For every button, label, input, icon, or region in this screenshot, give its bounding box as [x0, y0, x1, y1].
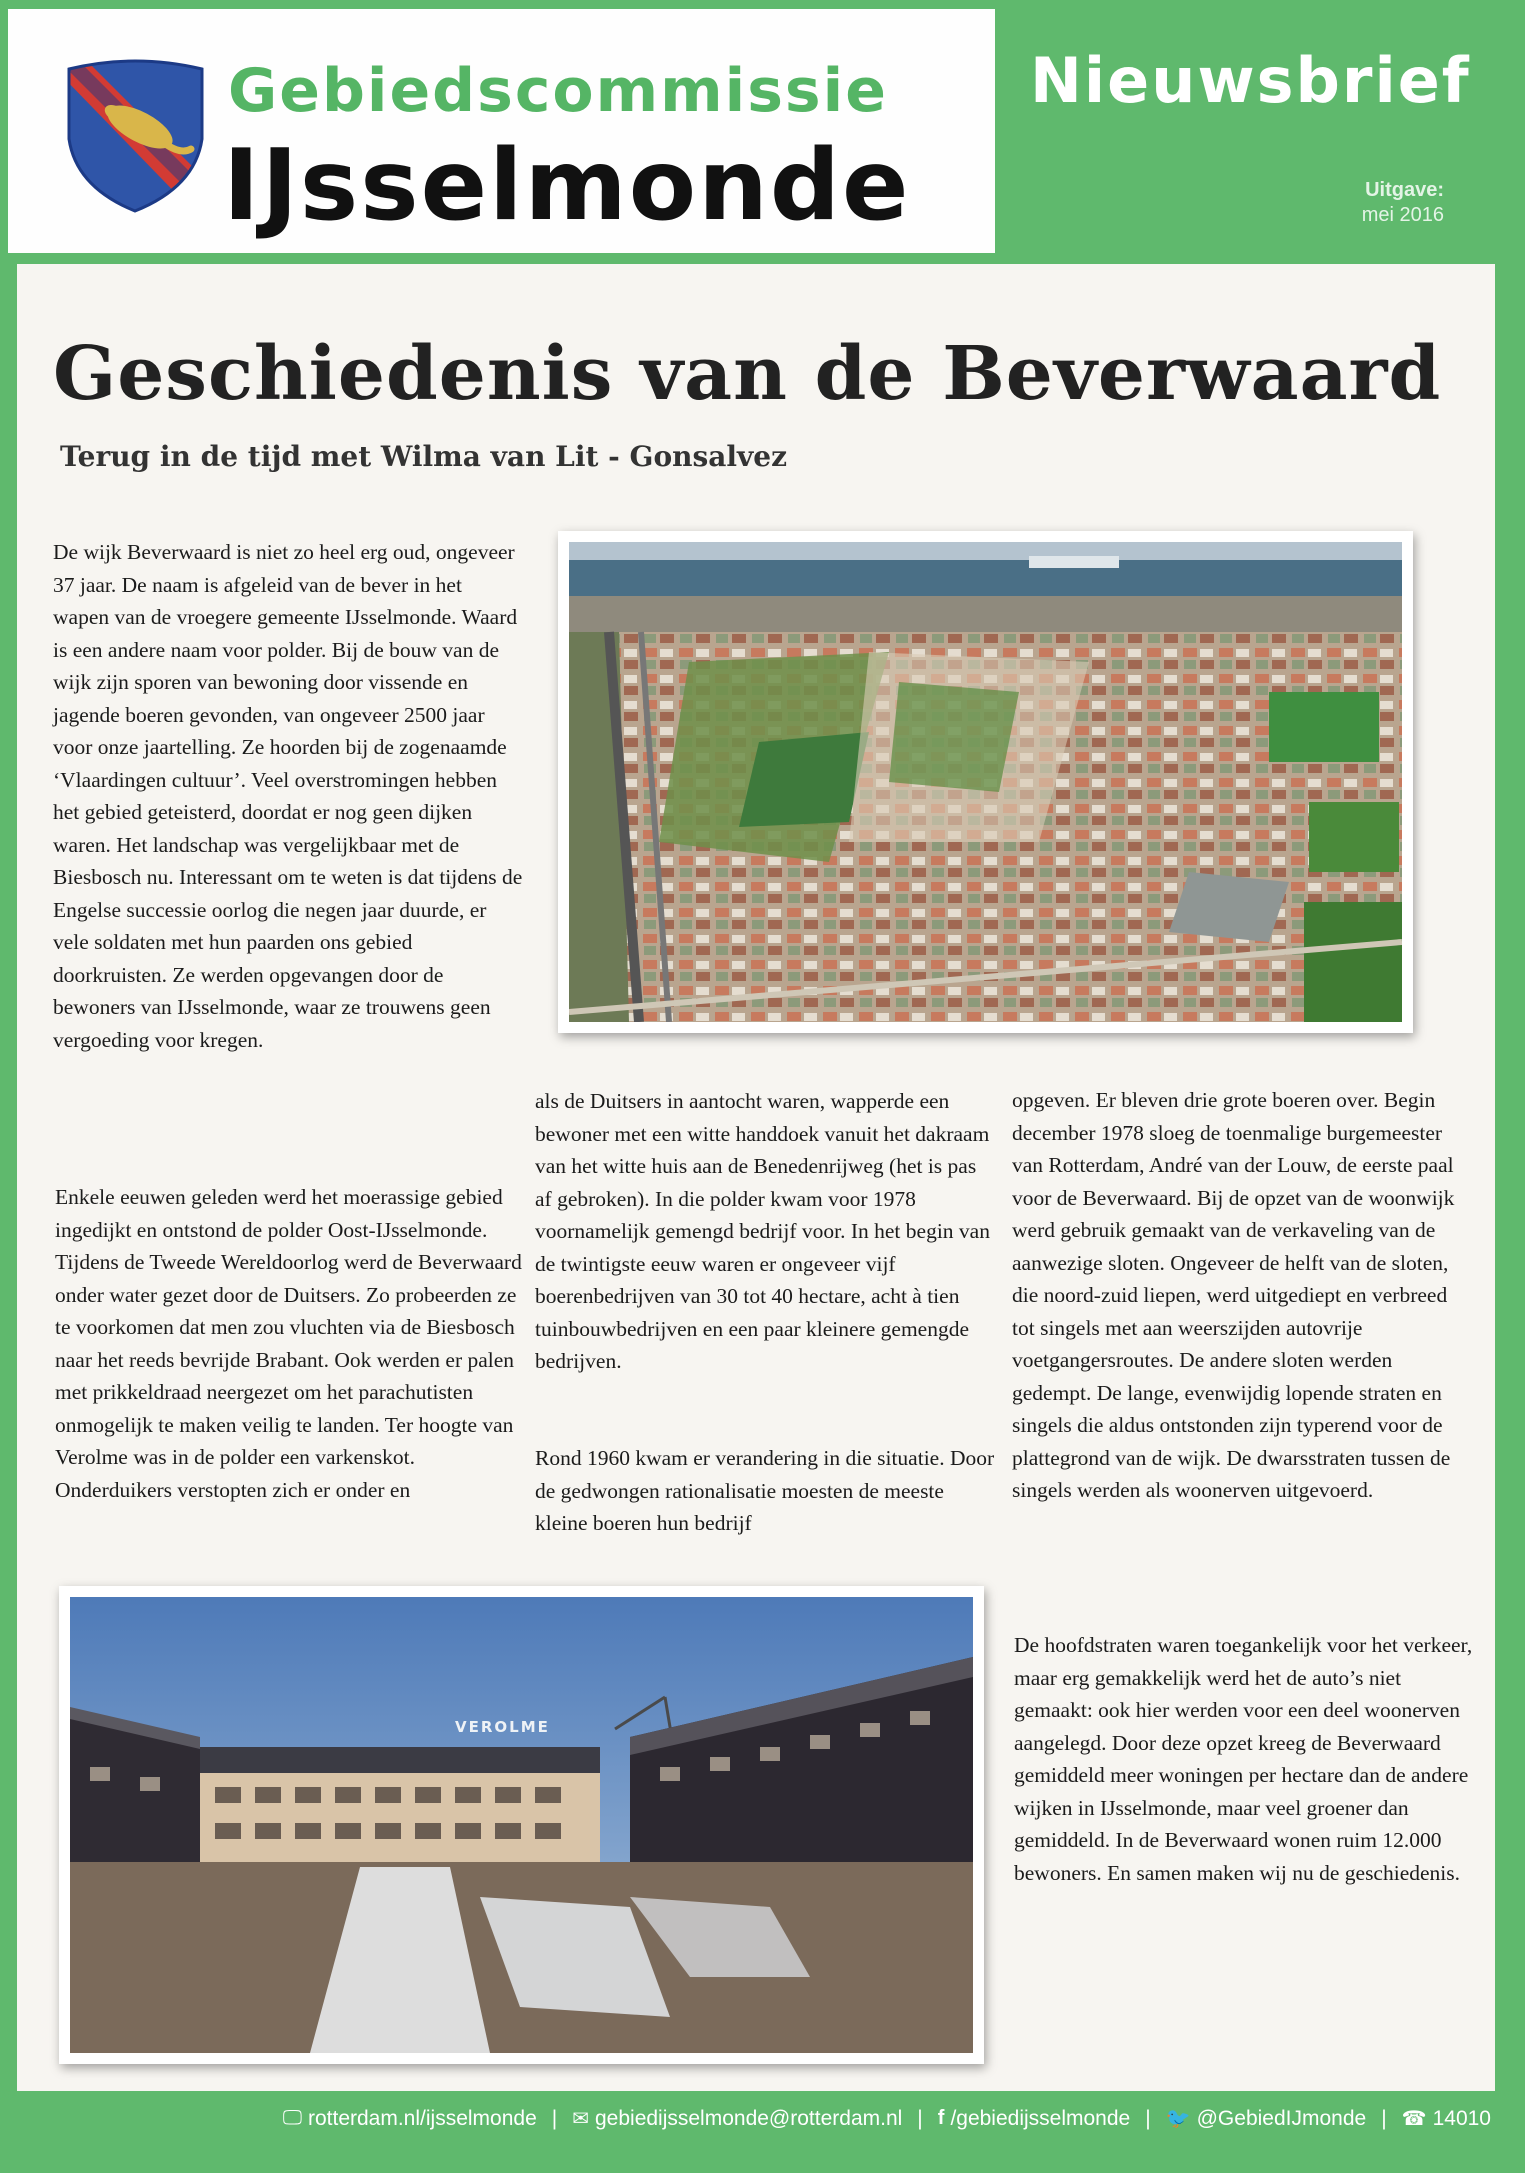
footer-separator: |	[1145, 2106, 1151, 2130]
footer-separator: |	[551, 2106, 558, 2130]
article-subtitle: Terug in de tijd met Wilma van Lit - Gonsalvez	[60, 440, 788, 473]
article-paragraph: opgeven. Er bleven drie grote boeren over. Begin december 1978 sloeg de toenmalige burgemeester van Rotterdam, André van der Louw, de eerste paal voor de Beverwaard. Bij de opzet van de woonwijk werd gebruik gemaakt van de verkaveling van de aanwezige sloten. Ongeveer de helft van de sloten, die noord-zuid liepen, werd uitgediept en verbreed tot singels met aan weerszijden autovrije voetgangersroutes. De andere sloten werden gedempt. De lange, evenwijdig lopende straten en singels die aldus ontstonden zijn typerend voor de plattegrond van de wijk. De dwarsstraten tussen de singels werden als woonerven uitgevoerd.	[1012, 1088, 1455, 1502]
article-title: Geschiedenis van de Beverwaard	[53, 331, 1442, 417]
edition-label: Uitgave:	[1365, 179, 1444, 201]
footer	[0, 2091, 1525, 2173]
edition-date: mei 2016	[1361, 204, 1444, 226]
crest-icon	[63, 59, 208, 214]
construction-photo	[59, 1586, 984, 2064]
article-paragraph: Rond 1960 kwam er verandering in die situatie. Door de gedwongen rationalisatie moesten de meeste kleine boeren hun bedrijf	[535, 1446, 995, 1535]
footer-website-link[interactable]: rotterdam.nl/ijsselmonde	[307, 2106, 537, 2130]
aerial-photo-image	[569, 542, 1402, 1022]
footer-contacts	[283, 2106, 1491, 2131]
monitor-icon: 🖵	[282, 2107, 302, 2129]
facebook-icon: f	[937, 2107, 945, 2129]
phone-icon: ☎	[1401, 2108, 1427, 2130]
district-name: IJsselmonde	[223, 129, 911, 243]
article-paragraph: Enkele eeuwen geleden werd het moerassige gebied ingedijkt en ontstond de polder Oost-IJsselmonde. Tijdens de Tweede Wereldoorlog werd de Beverwaard onder water gezet door de Duitsers. Zo probeerden ze te voorkomen dat men zou vluchten via de Biesbosch naar het reeds bevrijde Brabant. Ook werden er palen met prikkeldraad neergezet om het parachutisten onmogelijk te maken veilig te landen. Ter hoogte van Verolme was in de polder een varkenskot. Onderduikers verstopten zich er onder en	[55, 1185, 522, 1502]
footer-facebook-link[interactable]: /gebiedijsselmonde	[950, 2106, 1131, 2130]
article-paragraph: als de Duitsers in aantocht waren, wapperde een bewoner met een witte handdoek vanuit het dakraam van het witte huis aan de Benedenrijweg (het is pas af gebroken). In die polder kwam voor 1978 voornamelijk gemengd bedrijf voor. In het begin van de twintigste eeuw waren er ongeveer vijf boerenbedrijven van 30 tot 40 hectare, acht à tien tuinbouwbedrijven en een paar kleinere gemengde bedrijven.	[535, 1089, 990, 1373]
footer-separator: |	[1381, 2106, 1387, 2130]
building-sign: VEROLME	[455, 1718, 550, 1736]
newsletter-label: Nieuwsbrief	[1030, 44, 1471, 117]
organization-name: Gebiedscommissie	[228, 56, 888, 126]
article-paragraph: De hoofdstraten waren toegankelijk voor het verkeer, maar erg gemakkelijk werd het de auto’s niet gemaakt: ook hier werden voor een deel woonerven aangelegd. Door deze opzet kreeg de Beverwaard gemiddeld meer woningen per hectare dan de andere wijken in IJsselmonde, maar veel groener dan gemiddeld. In de Beverwaard wonen ruim 12.000 bewoners. En samen maken wij nu de geschiedenis.	[1014, 1633, 1473, 1885]
footer-twitter-link[interactable]: @GebiedIJmonde	[1196, 2106, 1367, 2130]
construction-photo-image	[70, 1597, 973, 2053]
footer-email-link[interactable]: gebiedijsselmonde@rotterdam.nl	[594, 2106, 903, 2130]
footer-phone-number[interactable]: 14010	[1432, 2106, 1491, 2130]
envelope-icon: ✉	[572, 2108, 589, 2130]
article-paragraph: De wijk Beverwaard is niet zo heel erg oud, ongeveer 37 jaar. De naam is afgeleid van de bever in het wapen van de vroegere gemeente IJsselmonde. Waard is een andere naam voor polder. Bij de bouw van de wijk zijn sporen van bewoning door vissende en jagende boeren gevonden, van ongeveer 2500 jaar voor onze jaartelling. Ze hoorden bij de zogenaamde ‘Vlaardingen cultuur’. Veel overstromingen hebben het gebied geteisterd, doordat er nog geen dijken waren. Het landschap was vergelijkbaar met de Biesbosch nu. Interessant om te weten is dat tijdens de Engelse successie oorlog die negen jaar duurde, er vele soldaten met hun paarden ons gebied doorkruisten. Ze werden opgevangen door de bewoners van IJsselmonde, waar ze trouwens geen vergoeding voor kregen.	[53, 540, 523, 1052]
footer-separator: |	[917, 2106, 923, 2130]
aerial-photo	[558, 531, 1413, 1033]
article-panel	[17, 264, 1495, 2091]
twitter-icon: 🐦	[1165, 2108, 1191, 2130]
masthead	[8, 9, 995, 253]
edition-info	[1310, 178, 1444, 228]
